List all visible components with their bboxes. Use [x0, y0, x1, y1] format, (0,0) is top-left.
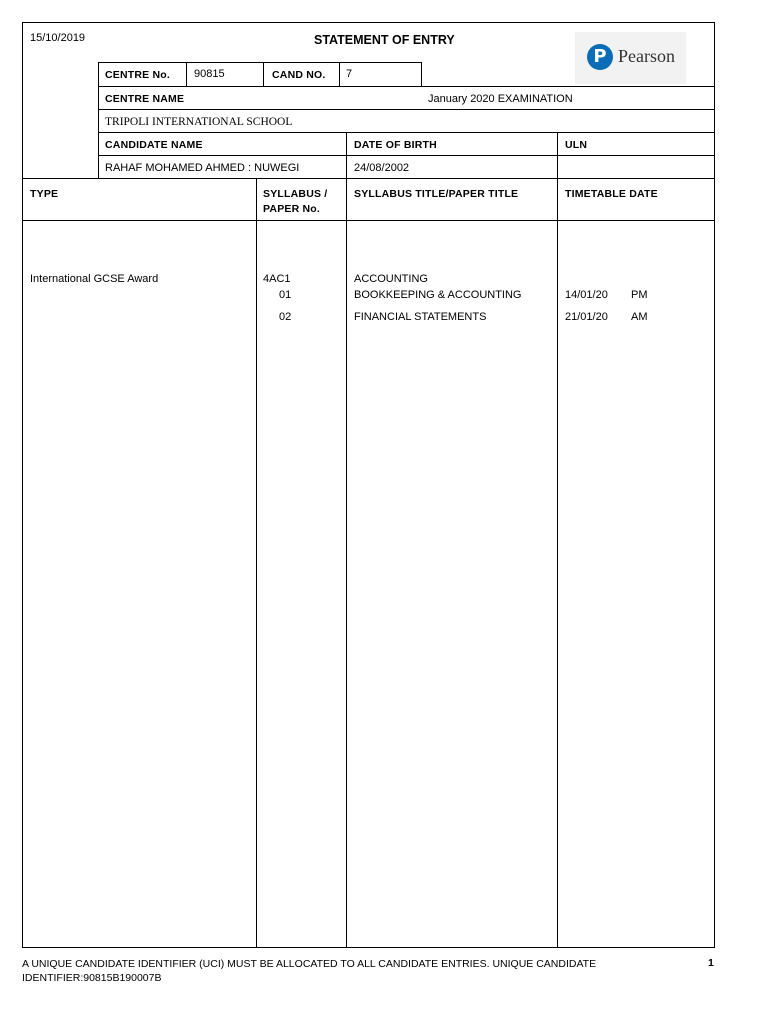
- page-number: 1: [708, 957, 714, 969]
- brand-name: Pearson: [618, 46, 675, 66]
- col-header-date: TIMETABLE DATE: [565, 188, 658, 200]
- rule-left-indent: [98, 62, 99, 178]
- examination-session: January 2020 EXAMINATION: [428, 93, 573, 105]
- candidate-name-label: CANDIDATE NAME: [105, 139, 203, 151]
- paper-session: AM: [631, 311, 648, 323]
- rule-candidate-top: [98, 132, 715, 133]
- paper-session: PM: [631, 289, 648, 301]
- rule-col-title: [346, 178, 347, 948]
- pearson-logo: [575, 32, 686, 84]
- statement-frame: [22, 22, 715, 948]
- rule-table-header: [22, 220, 715, 221]
- col-header-title: SYLLABUS TITLE/PAPER TITLE: [354, 188, 519, 200]
- syllabus-title: ACCOUNTING: [354, 273, 428, 285]
- col-header-paper-no: PAPER No.: [263, 203, 321, 215]
- paper-date: 14/01/20: [565, 289, 608, 301]
- rule-candidate-mid: [98, 155, 715, 156]
- page-title: STATEMENT OF ENTRY: [314, 33, 455, 47]
- award-type: International GCSE Award: [30, 273, 159, 285]
- centre-no-value: 90815: [194, 68, 225, 80]
- paper-title: FINANCIAL STATEMENTS: [354, 311, 487, 323]
- rule-centre-mid: [98, 86, 715, 87]
- statement-date: 15/10/2019: [30, 32, 86, 44]
- paper-title: BOOKKEEPING & ACCOUNTING: [354, 289, 522, 301]
- rule-cand-end: [421, 62, 422, 86]
- candidate-name-value: RAHAF MOHAMED AHMED : NUWEGI: [105, 162, 300, 174]
- dob-value: 24/08/2002: [354, 162, 410, 174]
- rule-col-date: [557, 178, 558, 948]
- paper-date: 21/01/20: [565, 311, 608, 323]
- rule-cand-no: [339, 62, 340, 86]
- centre-no-label: CENTRE No.: [105, 69, 170, 81]
- col-header-type: TYPE: [30, 188, 59, 200]
- centre-name-value: TRIPOLI INTERNATIONAL SCHOOL: [105, 116, 293, 128]
- uln-label: ULN: [565, 139, 588, 151]
- rule-table-top: [22, 178, 715, 179]
- cand-no-label: CAND NO.: [272, 69, 326, 81]
- centre-name-label: CENTRE NAME: [105, 93, 185, 105]
- rule-col-syllabus: [256, 178, 257, 948]
- rule-uln-left: [557, 132, 558, 178]
- rule-centre-no: [186, 62, 187, 86]
- cand-no-value: 7: [346, 68, 353, 80]
- syllabus-code: 4AC1: [263, 273, 291, 285]
- rule-dob-left: [346, 132, 347, 178]
- rule-cand-label: [263, 62, 264, 86]
- uci-footnote: A UNIQUE CANDIDATE IDENTIFIER (UCI) MUST BE ALLOCATED TO ALL CANDIDATE ENTRIES. UNIQUE CANDIDATE IDENTIFIER:90815B190007B: [22, 958, 597, 984]
- rule-centre-name: [98, 109, 715, 110]
- pearson-p-icon: P: [587, 44, 613, 70]
- rule-centre-top: [98, 62, 421, 63]
- paper-no: 02: [279, 311, 292, 323]
- paper-no: 01: [279, 289, 292, 301]
- dob-label: DATE OF BIRTH: [354, 139, 437, 151]
- col-header-syllabus: SYLLABUS /: [263, 188, 328, 200]
